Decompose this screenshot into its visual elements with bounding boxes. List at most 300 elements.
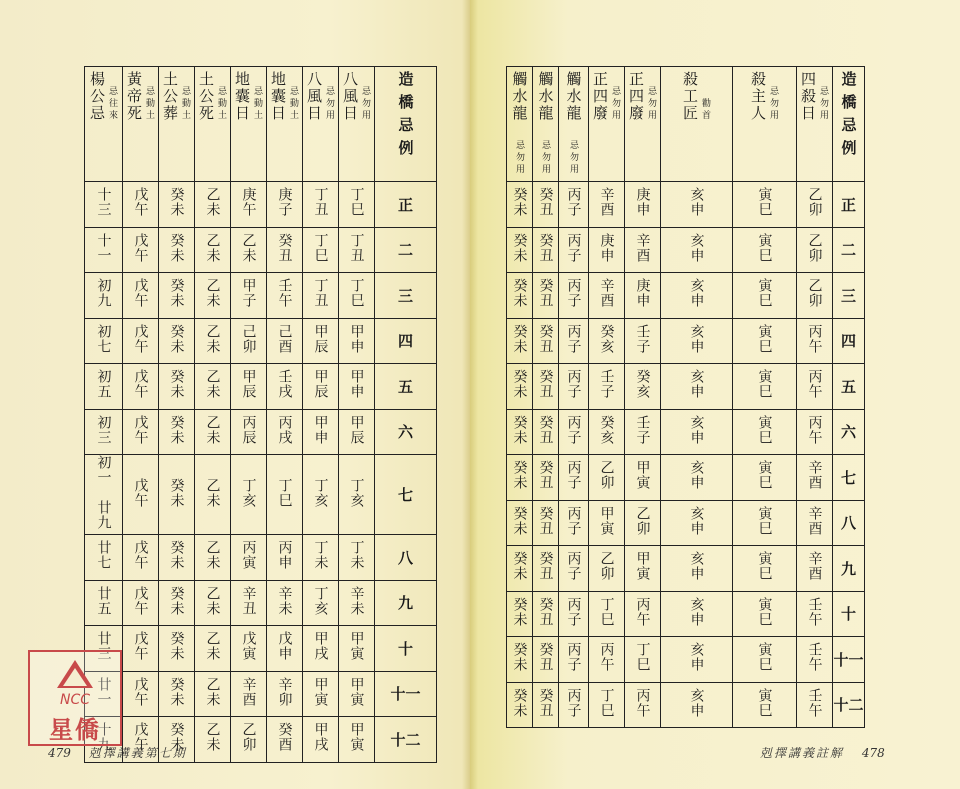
table-cell [533,591,559,637]
page-number-left: 479 [48,746,71,760]
cell-text: 丁未 [348,540,365,571]
table-cell [159,318,195,364]
table-row [85,671,437,717]
table-cell [159,671,195,717]
cell-text: 甲子 [240,278,257,309]
cell-text: 亥申 [688,187,705,218]
table-row [507,318,865,364]
cell-text: 癸未 [511,460,528,491]
cell-text: 癸丑 [537,278,554,309]
month-label: 正 [375,182,437,228]
table-cell [507,591,533,637]
table-cell [303,273,339,319]
table-cell [559,637,589,683]
table-row [85,227,437,273]
cell-text: 壬子 [598,369,615,400]
table-cell [533,227,559,273]
cell-text: 壬午 [806,642,823,673]
table-cell [231,409,267,455]
label-head-text: 造橋忌例 [839,71,858,163]
cell-text: 甲申 [348,369,365,400]
cell-text: 癸未 [511,278,528,309]
table-cell [797,227,833,273]
column-note-text: 忌勿用 [768,86,778,122]
cell-text: 乙未 [204,323,221,354]
cell-text: 丙午 [806,414,823,445]
table-cell [339,227,375,273]
cell-text: 癸未 [511,687,528,718]
cell-text: 丁巳 [276,477,293,508]
column-header [159,67,195,182]
table-cell [303,535,339,581]
table-cell [195,580,231,626]
cell-text: 癸未 [511,369,528,400]
book-gutter [462,0,478,789]
column-header [559,67,589,182]
month-label: 七 [833,455,865,501]
cell-text: 癸丑 [537,505,554,536]
table-row [507,227,865,273]
cell-text: 癸丑 [537,460,554,491]
cell-text: 乙未 [204,187,221,218]
table-cell [303,364,339,410]
cell-text: 丁亥 [312,477,329,508]
cell-text: 甲寅 [634,551,651,582]
cell-text: 乙未 [204,477,221,508]
cell-text: 丁巳 [598,687,615,718]
table-cell [533,546,559,592]
header-row [507,67,865,182]
cell-text: 辛酉 [806,505,823,536]
column-note-text: 忌勿用 [610,86,620,122]
table-cell [303,580,339,626]
table-cell [733,409,797,455]
cell-text: 戊午 [132,722,149,753]
cell-text: 癸丑 [537,323,554,354]
table-cell [733,273,797,319]
cell-text: 癸未 [168,232,185,263]
table-cell [339,580,375,626]
column-head-text: 地囊日 [269,71,287,122]
column-head-text: 四殺日 [799,71,817,122]
cell-text: 戊午 [132,631,149,662]
table-cell [733,227,797,273]
table-cell [123,182,159,228]
table-cell [231,182,267,228]
cell-text: 亥申 [688,551,705,582]
column-header [123,67,159,182]
table-cell [123,671,159,717]
cell-text: 癸未 [511,232,528,263]
table-cell [507,682,533,728]
table-cell [195,409,231,455]
cell-text: 戊午 [132,232,149,263]
table-cell [267,580,303,626]
cell-text: 癸丑 [537,414,554,445]
cell-text: 癸丑 [537,232,554,263]
cell-text: 丙辰 [240,414,257,445]
cell-text: 癸丑 [537,187,554,218]
cell-text: 甲辰 [312,323,329,354]
column-head-text: 觸水龍 [510,71,529,122]
column-head-text: 八風日 [305,71,323,122]
cell-text: 丙子 [565,687,582,718]
cell-text: 廿七 [95,540,112,571]
cell-text: 亥申 [688,687,705,718]
table-cell [733,182,797,228]
cell-text: 癸未 [168,278,185,309]
cell-text: 乙未 [204,369,221,400]
cell-text: 丙子 [565,505,582,536]
table-cell [625,409,661,455]
cell-text: 甲戌 [312,722,329,753]
cell-text: 亥申 [688,232,705,263]
cell-text: 乙卯 [240,722,257,753]
table-cell [231,364,267,410]
table-cell [589,227,625,273]
table-cell [339,455,375,535]
table-cell [267,364,303,410]
table-row [507,455,865,501]
table-cell [267,273,303,319]
month-label: 十一 [833,637,865,683]
table-cell [625,182,661,228]
label-column-header [375,67,437,182]
month-label: 十 [375,626,437,672]
cell-text: 辛酉 [240,676,257,707]
column-head-text: 正四廢 [627,71,645,122]
table-cell [159,364,195,410]
cell-text: 亥申 [688,505,705,536]
table-cell [733,591,797,637]
cell-text: 甲申 [312,414,329,445]
column-header [339,67,375,182]
table-cell [559,273,589,319]
cell-text: 寅巳 [756,551,773,582]
table-cell [661,500,733,546]
table-cell [123,535,159,581]
table-cell [339,535,375,581]
cell-text: 甲辰 [240,369,257,400]
month-label: 二 [833,227,865,273]
table-cell [589,364,625,410]
table-cell [339,364,375,410]
cell-text: 乙卯 [634,505,651,536]
table-cell [661,455,733,501]
cell-text: 癸未 [511,187,528,218]
table-cell [625,637,661,683]
stamp-line1: NCC [59,692,91,708]
table-row [507,500,865,546]
table-cell [123,626,159,672]
cell-text: 丙午 [634,687,651,718]
cell-text: 癸未 [511,551,528,582]
cell-text: 丁巳 [348,187,365,218]
cell-text: 初三 [95,414,112,445]
table-cell [533,273,559,319]
cell-text: 初九 [95,278,112,309]
cell-text: 廿三 [95,631,112,662]
table-row [85,535,437,581]
column-header [797,67,833,182]
cell-text: 辛卯 [276,676,293,707]
column-header [507,67,533,182]
cell-text: 丁丑 [348,232,365,263]
cell-text: 丙子 [565,323,582,354]
table-cell [85,318,123,364]
cell-text: 乙卯 [806,278,823,309]
cell-text: 辛酉 [806,551,823,582]
table-cell [303,626,339,672]
column-head-text: 殺主人 [749,71,767,122]
table-row [507,364,865,410]
table-cell [267,409,303,455]
table-cell [339,182,375,228]
cell-text: 戊午 [132,540,149,571]
cell-text: 丁巳 [598,596,615,627]
table-cell [507,546,533,592]
cell-text: 甲申 [348,323,365,354]
table-cell [533,318,559,364]
cell-text: 辛酉 [598,187,615,218]
cell-text: 乙未 [204,232,221,263]
table-row [507,682,865,728]
cell-text: 戊午 [132,187,149,218]
cell-text: 癸亥 [598,414,615,445]
table-cell [797,273,833,319]
table-cell [231,626,267,672]
cell-text: 癸未 [511,642,528,673]
cell-text: 寅巳 [756,232,773,263]
cell-text: 戊午 [132,477,149,508]
table-cell [559,546,589,592]
cell-text: 癸未 [511,505,528,536]
table-cell [507,182,533,228]
cell-text: 癸丑 [537,642,554,673]
cell-text: 丙申 [276,540,293,571]
table-cell [195,535,231,581]
book-title-right: 剋擇講義註解 [760,746,845,760]
table-cell [661,591,733,637]
cell-text: 壬子 [634,414,651,445]
cell-text: 癸未 [168,414,185,445]
cell-text: 癸未 [168,369,185,400]
cell-text: 壬午 [806,596,823,627]
table-cell [559,409,589,455]
table-row [85,455,437,535]
column-head-text: 楊公忌 [88,71,106,122]
column-note-text: 忌動土 [252,86,262,122]
table-cell [195,455,231,535]
table-cell [625,682,661,728]
table-cell [733,500,797,546]
cell-text: 戊午 [132,278,149,309]
table-cell [303,318,339,364]
table-cell [625,500,661,546]
table-cell [195,318,231,364]
cell-text: 己卯 [240,323,257,354]
cell-text: 乙未 [204,278,221,309]
table-row [85,182,437,228]
table-cell [267,717,303,763]
month-label: 六 [375,409,437,455]
table-cell [195,364,231,410]
column-note-text: 忌勿用 [514,140,524,176]
cell-text: 丙子 [565,596,582,627]
table-cell [267,535,303,581]
cell-text: 癸亥 [634,369,651,400]
column-head-text: 黃帝死 [125,71,143,122]
column-head-text: 殺工匠 [681,71,699,122]
table-row [507,591,865,637]
table-cell [797,546,833,592]
cell-text: 癸未 [511,596,528,627]
cell-text: 丁巳 [634,642,651,673]
table-cell [339,409,375,455]
table-cell [733,455,797,501]
table-cell [559,455,589,501]
cell-text: 甲寅 [348,631,365,662]
label-head-text: 造橋忌例 [396,71,415,163]
table-cell [339,273,375,319]
cell-text: 辛酉 [806,460,823,491]
table-cell [231,671,267,717]
cell-text: 亥申 [688,460,705,491]
table-cell [533,409,559,455]
column-head-text: 觸水龍 [536,71,555,122]
table-cell [123,455,159,535]
cell-text: 癸未 [511,323,528,354]
cell-text: 丁丑 [312,187,329,218]
cell-text: 寅巳 [756,187,773,218]
table-cell [231,227,267,273]
cell-text: 乙未 [204,676,221,707]
cell-text: 廿五 [95,585,112,616]
column-note-text: 忌勿用 [568,140,578,176]
cell-text: 亥申 [688,642,705,673]
table-cell [303,409,339,455]
table-cell [625,273,661,319]
table-cell [123,273,159,319]
cell-text: 亥申 [688,596,705,627]
table-cell [507,455,533,501]
month-label: 二 [375,227,437,273]
cell-text: 癸未 [168,477,185,508]
month-label: 五 [833,364,865,410]
cell-text: 戊寅 [240,631,257,662]
month-label: 九 [833,546,865,592]
table-cell [85,580,123,626]
table-cell [625,591,661,637]
left-almanac-table [84,66,437,763]
table-cell [507,409,533,455]
table-cell [733,682,797,728]
table-cell [559,318,589,364]
column-head-text: 土公葬 [161,71,179,122]
cell-text: 乙卯 [598,551,615,582]
cell-text: 寅巳 [756,596,773,627]
table-cell [797,455,833,501]
cell-text: 癸丑 [537,596,554,627]
column-note-text: 忌動土 [144,86,154,122]
column-note-text: 忌勿用 [324,86,334,122]
cell-text: 癸丑 [537,687,554,718]
column-note-text: 忌動土 [180,86,190,122]
table-cell [625,455,661,501]
cell-text: 壬午 [806,687,823,718]
month-label: 十二 [833,682,865,728]
table-cell [195,671,231,717]
cell-text: 壬午 [276,278,293,309]
column-note-text: 忌勿用 [540,140,550,176]
cell-text: 甲辰 [348,414,365,445]
cell-text: 乙未 [204,414,221,445]
cell-text: 丙子 [565,232,582,263]
cell-text: 癸未 [168,676,185,707]
cell-text: 寅巳 [756,278,773,309]
table-cell [733,546,797,592]
column-note-text: 忌動土 [288,86,298,122]
table-cell [123,409,159,455]
table-cell [85,535,123,581]
month-label: 十 [833,591,865,637]
table-cell [625,227,661,273]
cell-text: 壬子 [634,323,651,354]
column-head-text: 正四廢 [591,71,609,122]
cell-text: 亥申 [688,278,705,309]
cell-text: 癸丑 [537,551,554,582]
column-header [231,67,267,182]
table-cell [231,535,267,581]
cell-text: 丁巳 [348,278,365,309]
cell-text: 癸未 [168,540,185,571]
cell-text: 戊午 [132,676,149,707]
table-cell [85,273,123,319]
table-cell [507,637,533,683]
table-row [85,626,437,672]
cell-text: 丙子 [565,460,582,491]
table-cell [195,182,231,228]
cell-text: 乙卯 [806,232,823,263]
table-cell [303,227,339,273]
cell-text: 庚申 [598,232,615,263]
cell-text: 戊午 [132,585,149,616]
table-cell [797,409,833,455]
table-cell [533,455,559,501]
cell-text: 癸未 [168,585,185,616]
table-cell [797,591,833,637]
cell-text: 癸未 [168,187,185,218]
cell-text: 辛未 [276,585,293,616]
column-header [589,67,625,182]
cell-text: 廿一 [95,676,112,707]
cell-text: 甲寅 [348,676,365,707]
cell-text: 癸未 [168,631,185,662]
cell-text: 戊午 [132,369,149,400]
table-cell [507,273,533,319]
table-cell [589,500,625,546]
cell-text: 丙午 [806,323,823,354]
month-label: 四 [375,318,437,364]
table-cell [507,364,533,410]
table-cell [159,455,195,535]
table-cell [661,682,733,728]
table-cell [231,717,267,763]
table-cell [733,637,797,683]
table-cell [661,364,733,410]
column-note-text: 忌動土 [216,86,226,122]
cell-text: 亥申 [688,414,705,445]
